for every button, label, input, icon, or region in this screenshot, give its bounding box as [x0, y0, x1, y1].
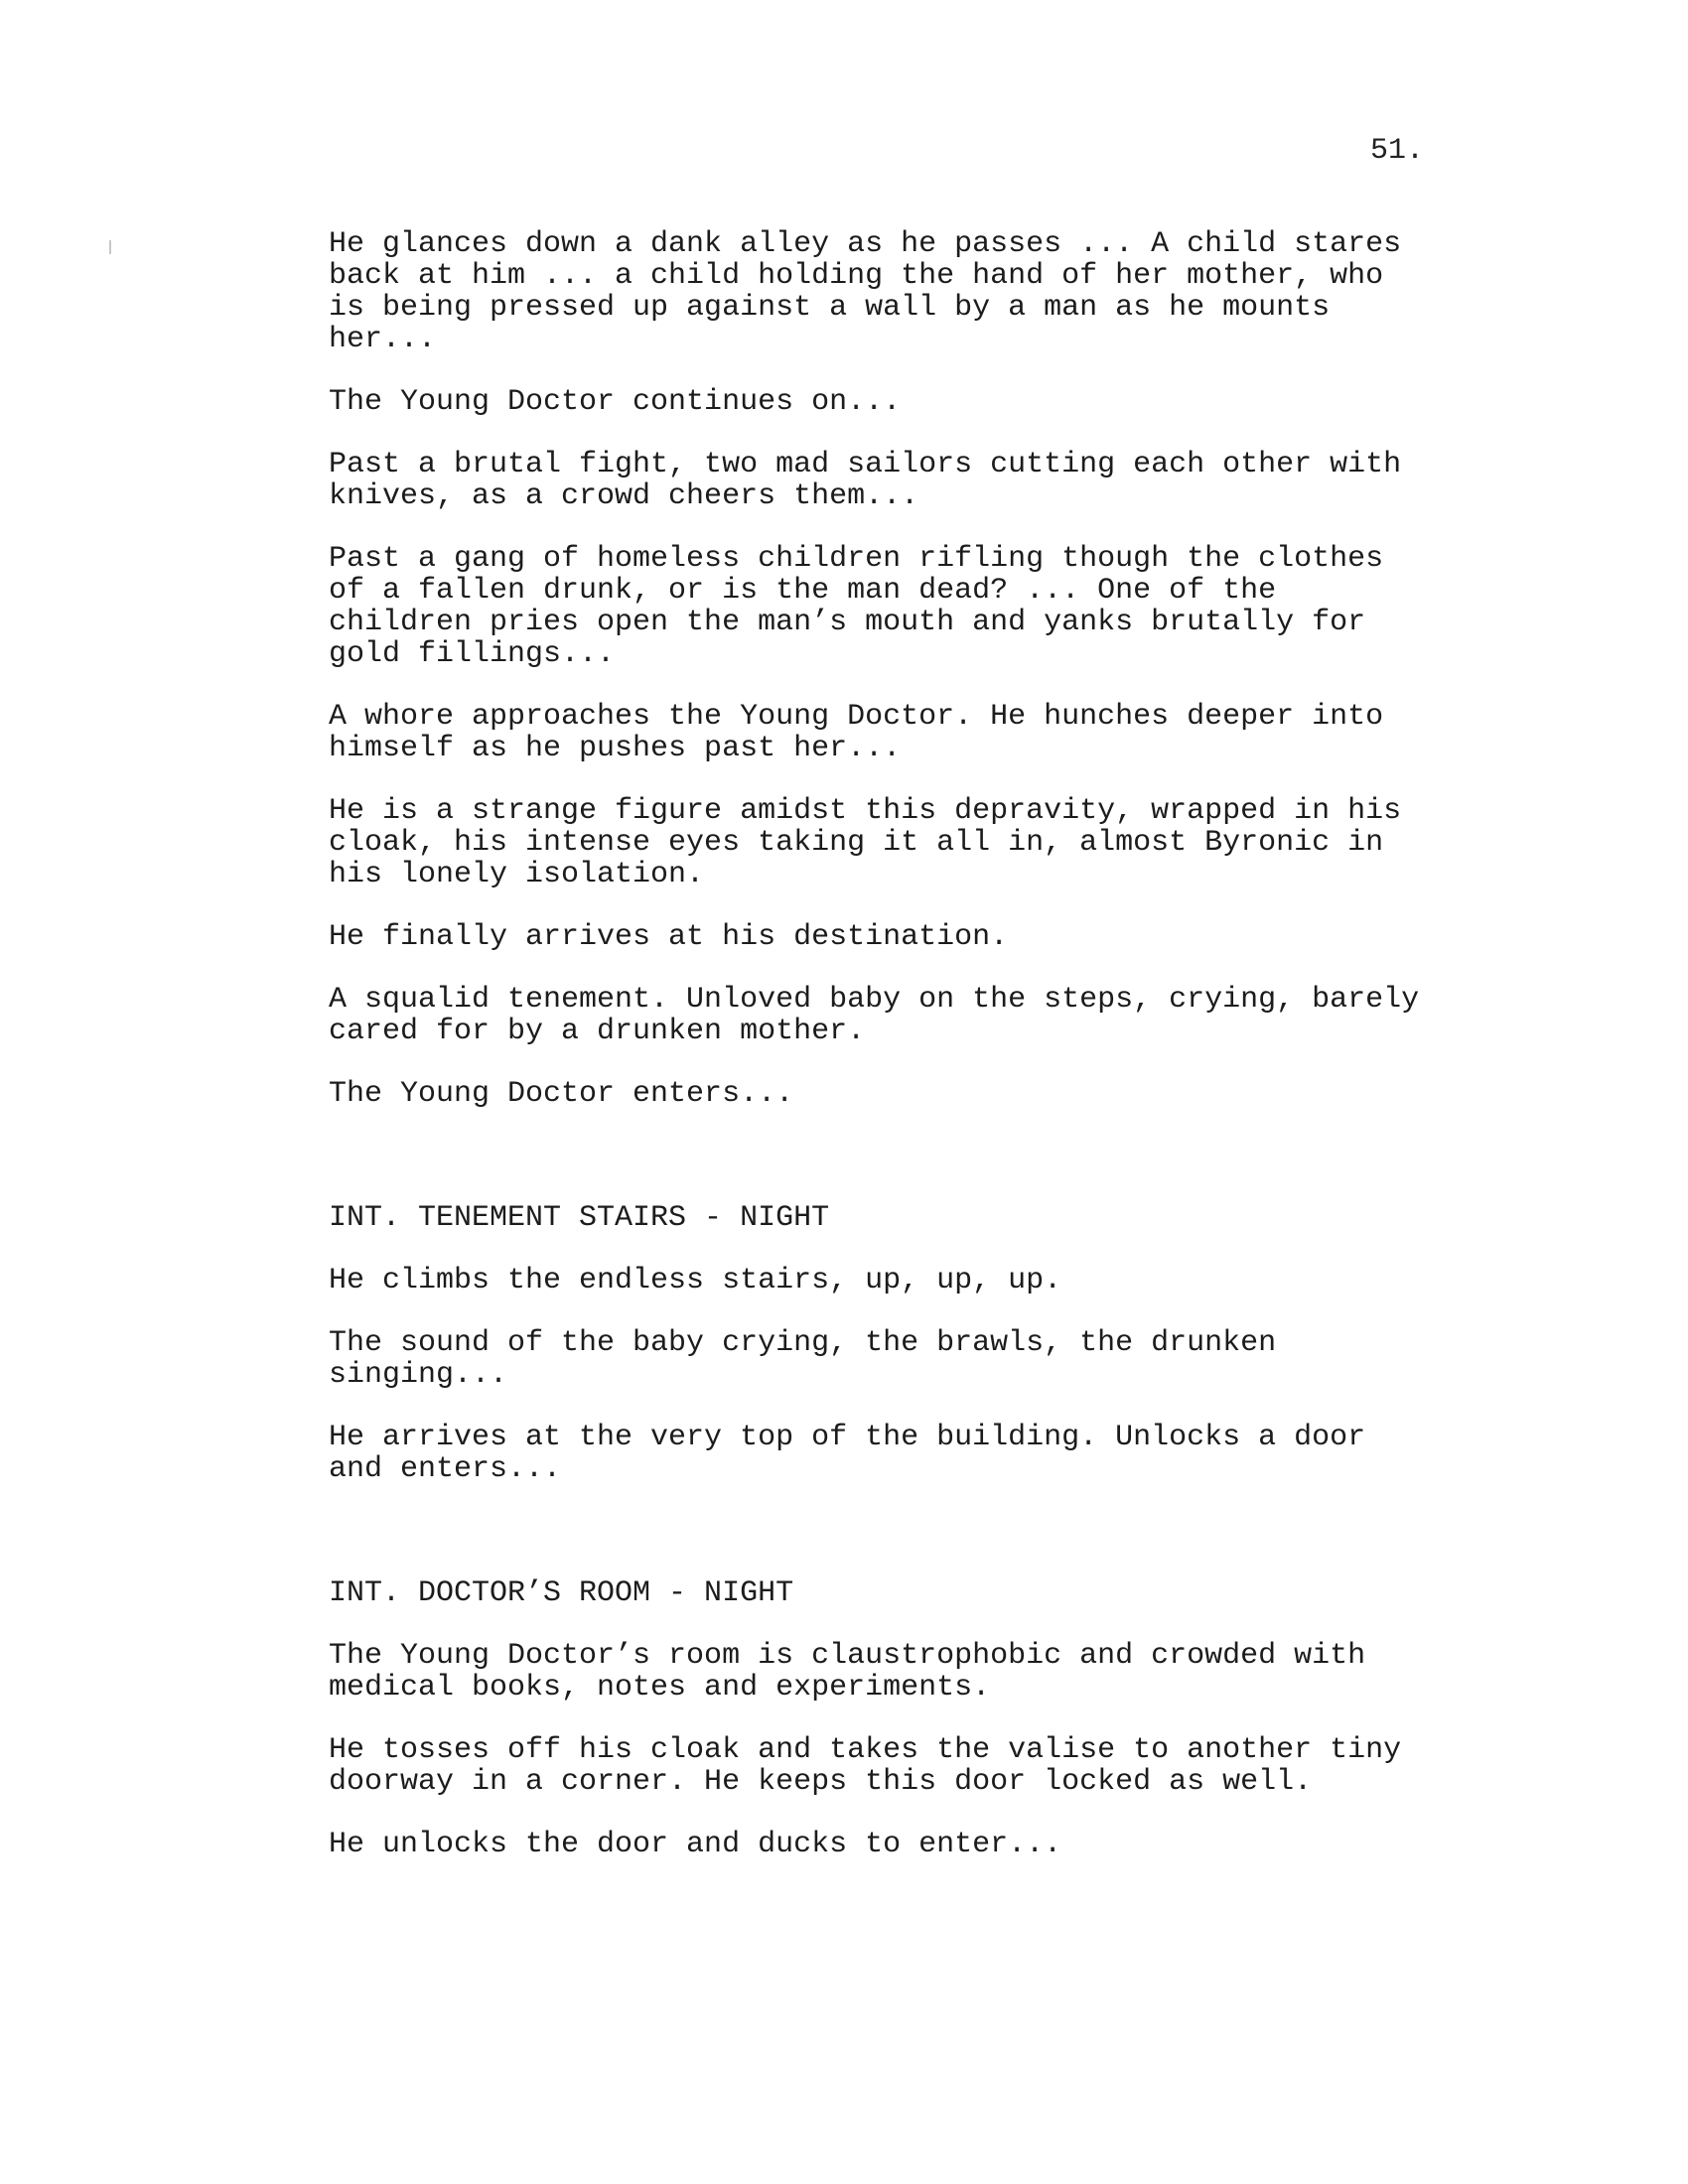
action-paragraph: A squalid tenement. Unloved baby on the steps, crying, barely cared for by a drunken mother.	[329, 983, 1420, 1048]
action-paragraph: Past a brutal fight, two mad sailors cutting each other with knives, as a crowd cheers them...	[329, 448, 1402, 513]
action-paragraph: The Young Doctor’s room is claustrophobic and crowded with medical books, notes and experiments.	[329, 1639, 1366, 1705]
action-paragraph: The sound of the baby crying, the brawls, the drunken singing...	[329, 1326, 1277, 1392]
scene-heading: INT. TENEMENT STAIRS - NIGHT	[329, 1201, 830, 1235]
scan-mark	[109, 240, 111, 254]
action-paragraph: He arrives at the very top of the building. Unlocks a door and enters...	[329, 1421, 1366, 1486]
action-paragraph: He tosses off his cloak and takes the valise to another tiny doorway in a corner. He keeps this door locked as well.	[329, 1733, 1402, 1799]
action-paragraph: He finally arrives at his destination.	[329, 920, 1009, 954]
scene-break	[329, 1141, 1480, 1202]
scene-heading: INT. DOCTOR’S ROOM - NIGHT	[329, 1576, 794, 1610]
action-paragraph: A whore approaches the Young Doctor. He hunches deeper into himself as he pushes past her...	[329, 700, 1384, 765]
action-paragraph: He unlocks the door and ducks to enter...	[329, 1828, 1062, 1861]
action-paragraph: He climbs the endless stairs, up, up, up.	[329, 1264, 1062, 1297]
page-number: 51.	[1370, 134, 1425, 168]
action-paragraph: He is a strange figure amidst this depravity, wrapped in his cloak, his intense eyes taking it all in, almost Byronic in his lonely isolation.	[329, 794, 1402, 891]
action-paragraph: He glances down a dank alley as he passes ... A child stares back at him ... a child holding the hand of her mother, who is being pressed up against a wall by a man as he mounts her...	[329, 227, 1402, 356]
script-body	[329, 228, 1480, 1891]
action-paragraph: Past a gang of homeless children rifling though the clothes of a fallen drunk, or is the man dead? ... One of the children pries open the man’s mouth and yanks brutally for gold fillings...	[329, 542, 1384, 671]
action-paragraph: The Young Doctor continues on...	[329, 385, 902, 419]
action-paragraph: The Young Doctor enters...	[329, 1077, 794, 1111]
scene-break	[329, 1516, 1480, 1577]
